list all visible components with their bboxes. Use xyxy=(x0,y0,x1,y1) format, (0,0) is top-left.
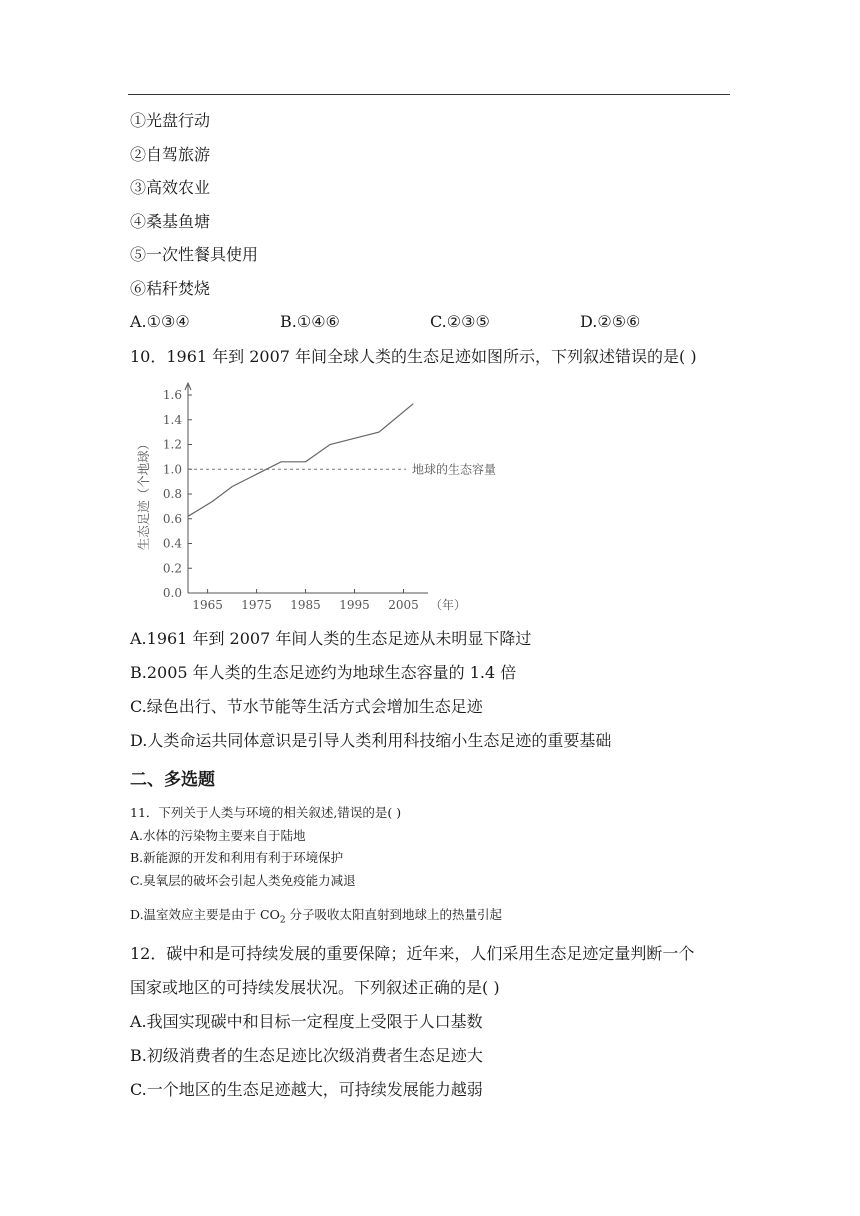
q9-item-5: ⑤一次性餐具使用 xyxy=(130,245,259,264)
y-tick-label: 1.2 xyxy=(162,437,182,452)
q9-item-2: ②自驾旅游 xyxy=(130,145,211,164)
y-tick-label: 0.2 xyxy=(162,561,182,576)
y-tick-label: 0.8 xyxy=(162,487,182,501)
q11-option-d xyxy=(130,906,502,930)
series-line xyxy=(188,404,413,517)
header-rule xyxy=(128,94,730,95)
x-tick-label: 2005 xyxy=(388,598,419,612)
reference-line-label: 地球的生态容量 xyxy=(412,462,497,477)
y-tick-label: 1.0 xyxy=(162,462,182,477)
q12-stem-line-1: 12．碳中和是可持续发展的重要保障；近年来，人们采用生态足迹定量判断一个 xyxy=(130,944,695,963)
x-axis-label: （年） xyxy=(430,598,467,612)
x-tick-label: 1975 xyxy=(241,598,272,612)
q11-option-a: A.水体的污染物主要来自于陆地 xyxy=(130,828,306,843)
q12-option-b: B.初级消费者的生态足迹比次级消费者生态足迹大 xyxy=(130,1046,483,1065)
q9-option-b: B.①④⑥ xyxy=(280,312,340,331)
q9-option-d: D.②⑤⑥ xyxy=(580,312,641,331)
x-tick-label: 1995 xyxy=(339,598,370,612)
x-tick-label: 1965 xyxy=(192,598,223,612)
q10-stem: 10．1961 年到 2007 年间全球人类的生态足迹如图所示，下列叙述错误的是( ) xyxy=(130,347,697,366)
y-tick-label: 0.0 xyxy=(162,586,182,600)
y-tick-label: 1.4 xyxy=(162,412,182,427)
ecological-footprint-chart xyxy=(128,380,548,620)
y-tick-label: 0.4 xyxy=(162,536,182,551)
q11-stem: 11．下列关于人类与环境的相关叙述,错误的是( ) xyxy=(130,805,402,820)
section-heading: 二、多选题 xyxy=(130,770,215,790)
q9-option-c: C.②③⑤ xyxy=(430,312,490,331)
q9-item-4: ④桑基鱼塘 xyxy=(130,212,211,231)
q12-option-a: A.我国实现碳中和目标一定程度上受限于人口基数 xyxy=(130,1012,483,1031)
q11-option-d-subscript: 2 xyxy=(279,915,286,926)
q10-option-c: C.绿色出行、节水节能等生活方式会增加生态足迹 xyxy=(130,697,483,716)
y-axis-label: 生态足迹（个地球） xyxy=(136,437,151,551)
q11-option-c: C.臭氧层的破坏会引起人类免疫能力减退 xyxy=(130,873,356,888)
y-tick-label: 1.6 xyxy=(162,388,182,402)
q11-option-d-text-end: 分子吸收太阳直射到地球上的热量引起 xyxy=(285,907,503,922)
q11-option-d-text: D.温室效应主要是由于 CO xyxy=(130,907,280,922)
q10-option-d: D.人类命运共同体意识是引导人类利用科技缩小生态足迹的重要基础 xyxy=(130,731,612,750)
q9-item-3: ③高效农业 xyxy=(130,178,211,197)
q9-option-a: A.①③④ xyxy=(130,312,190,331)
y-tick-label: 0.6 xyxy=(162,511,182,526)
q9-item-6: ⑥秸秆焚烧 xyxy=(130,279,211,298)
q12-option-c: C.一个地区的生态足迹越大，可持续发展能力越弱 xyxy=(130,1080,483,1099)
q10-option-a: A.1961 年到 2007 年间人类的生态足迹从未明显下降过 xyxy=(130,629,532,648)
q10-option-b: B.2005 年人类的生态足迹约为地球生态容量的 1.4 倍 xyxy=(130,663,517,682)
q12-stem-line-2: 国家或地区的可持续发展状况。下列叙述正确的是( ) xyxy=(130,978,500,997)
x-tick-label: 1985 xyxy=(290,598,321,612)
q9-item-1: ①光盘行动 xyxy=(130,111,211,130)
q11-option-b: B.新能源的开发和利用有利于环境保护 xyxy=(130,850,344,865)
